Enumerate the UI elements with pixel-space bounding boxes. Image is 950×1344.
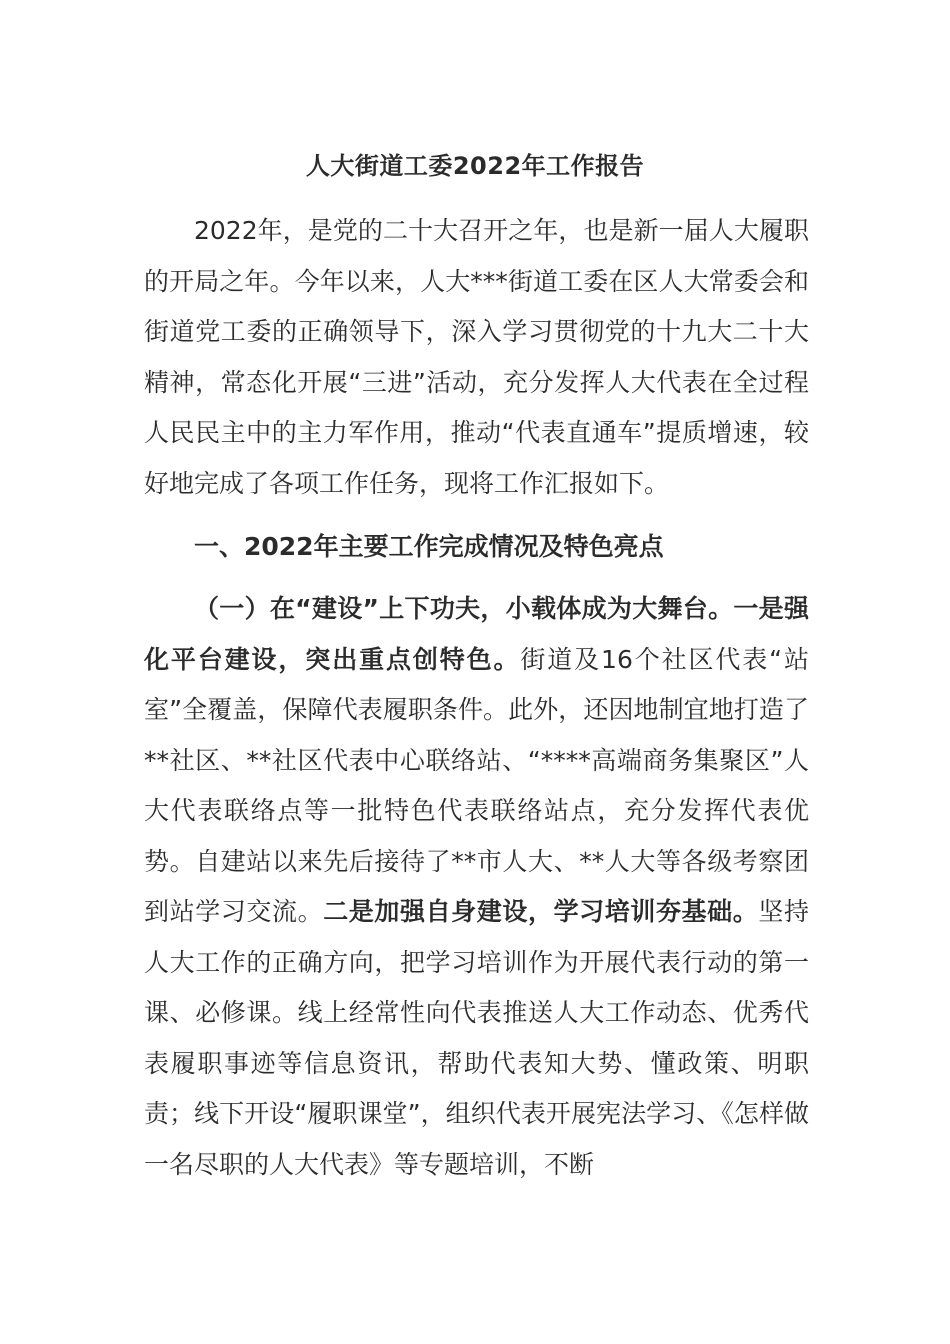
point-one-text: 街道及16个社区代表“站室”全覆盖，保障代表履职条件。此外，还因地制宜地打造了**社区、**社区代表中心联络站、“****高端商务集聚区”人大代表联络点等一批特色代表联络站点，充分发挥代表优势。自建站以来先后接待了**市人大、**人大等各级考察团到站学习交流。 — [144, 644, 809, 926]
intro-paragraph: 2022年，是党的二十大召开之年，也是新一届人大履职的开局之年。今年以来，人大***街道工委在区人大常委会和街道党工委的正确领导下，深入学习贯彻党的十九大二十大精神，常态化开展“三进”活动，充分发挥人大代表在全过程人民民主中的主力军作用，推动“代表直通车”提质增速，较好地完成了各项工作任务，现将工作汇报如下。 — [144, 216, 809, 498]
section-one-heading: 一、2022年主要工作完成情况及特色亮点 — [194, 532, 664, 561]
point-two-text: 坚持人大工作的正确方向，把学习培训作为开展代表行动的第一课、必修课。线上经常性向代表推送人大工作动态、优秀代表履职事迹等信息资讯，帮助代表知大势、懂政策、明职责；线下开设“履职课堂”，组织代表开展宪法学习、《怎样做一名尽职的人大代表》等专题培训，不断 — [144, 897, 809, 1179]
document-title: 人大街道工委2022年工作报告 — [305, 152, 645, 180]
subsection-one-heading: （一）在“建设”上下功夫，小载体成为大舞台。 — [194, 594, 734, 623]
point-one-heading: 一是强化平台建设，突出重点创特色。 — [144, 594, 809, 674]
subsection-one-paragraph — [144, 584, 809, 1190]
point-two-heading: 二是加强自身建设，学习培训夯基础。 — [323, 897, 759, 926]
